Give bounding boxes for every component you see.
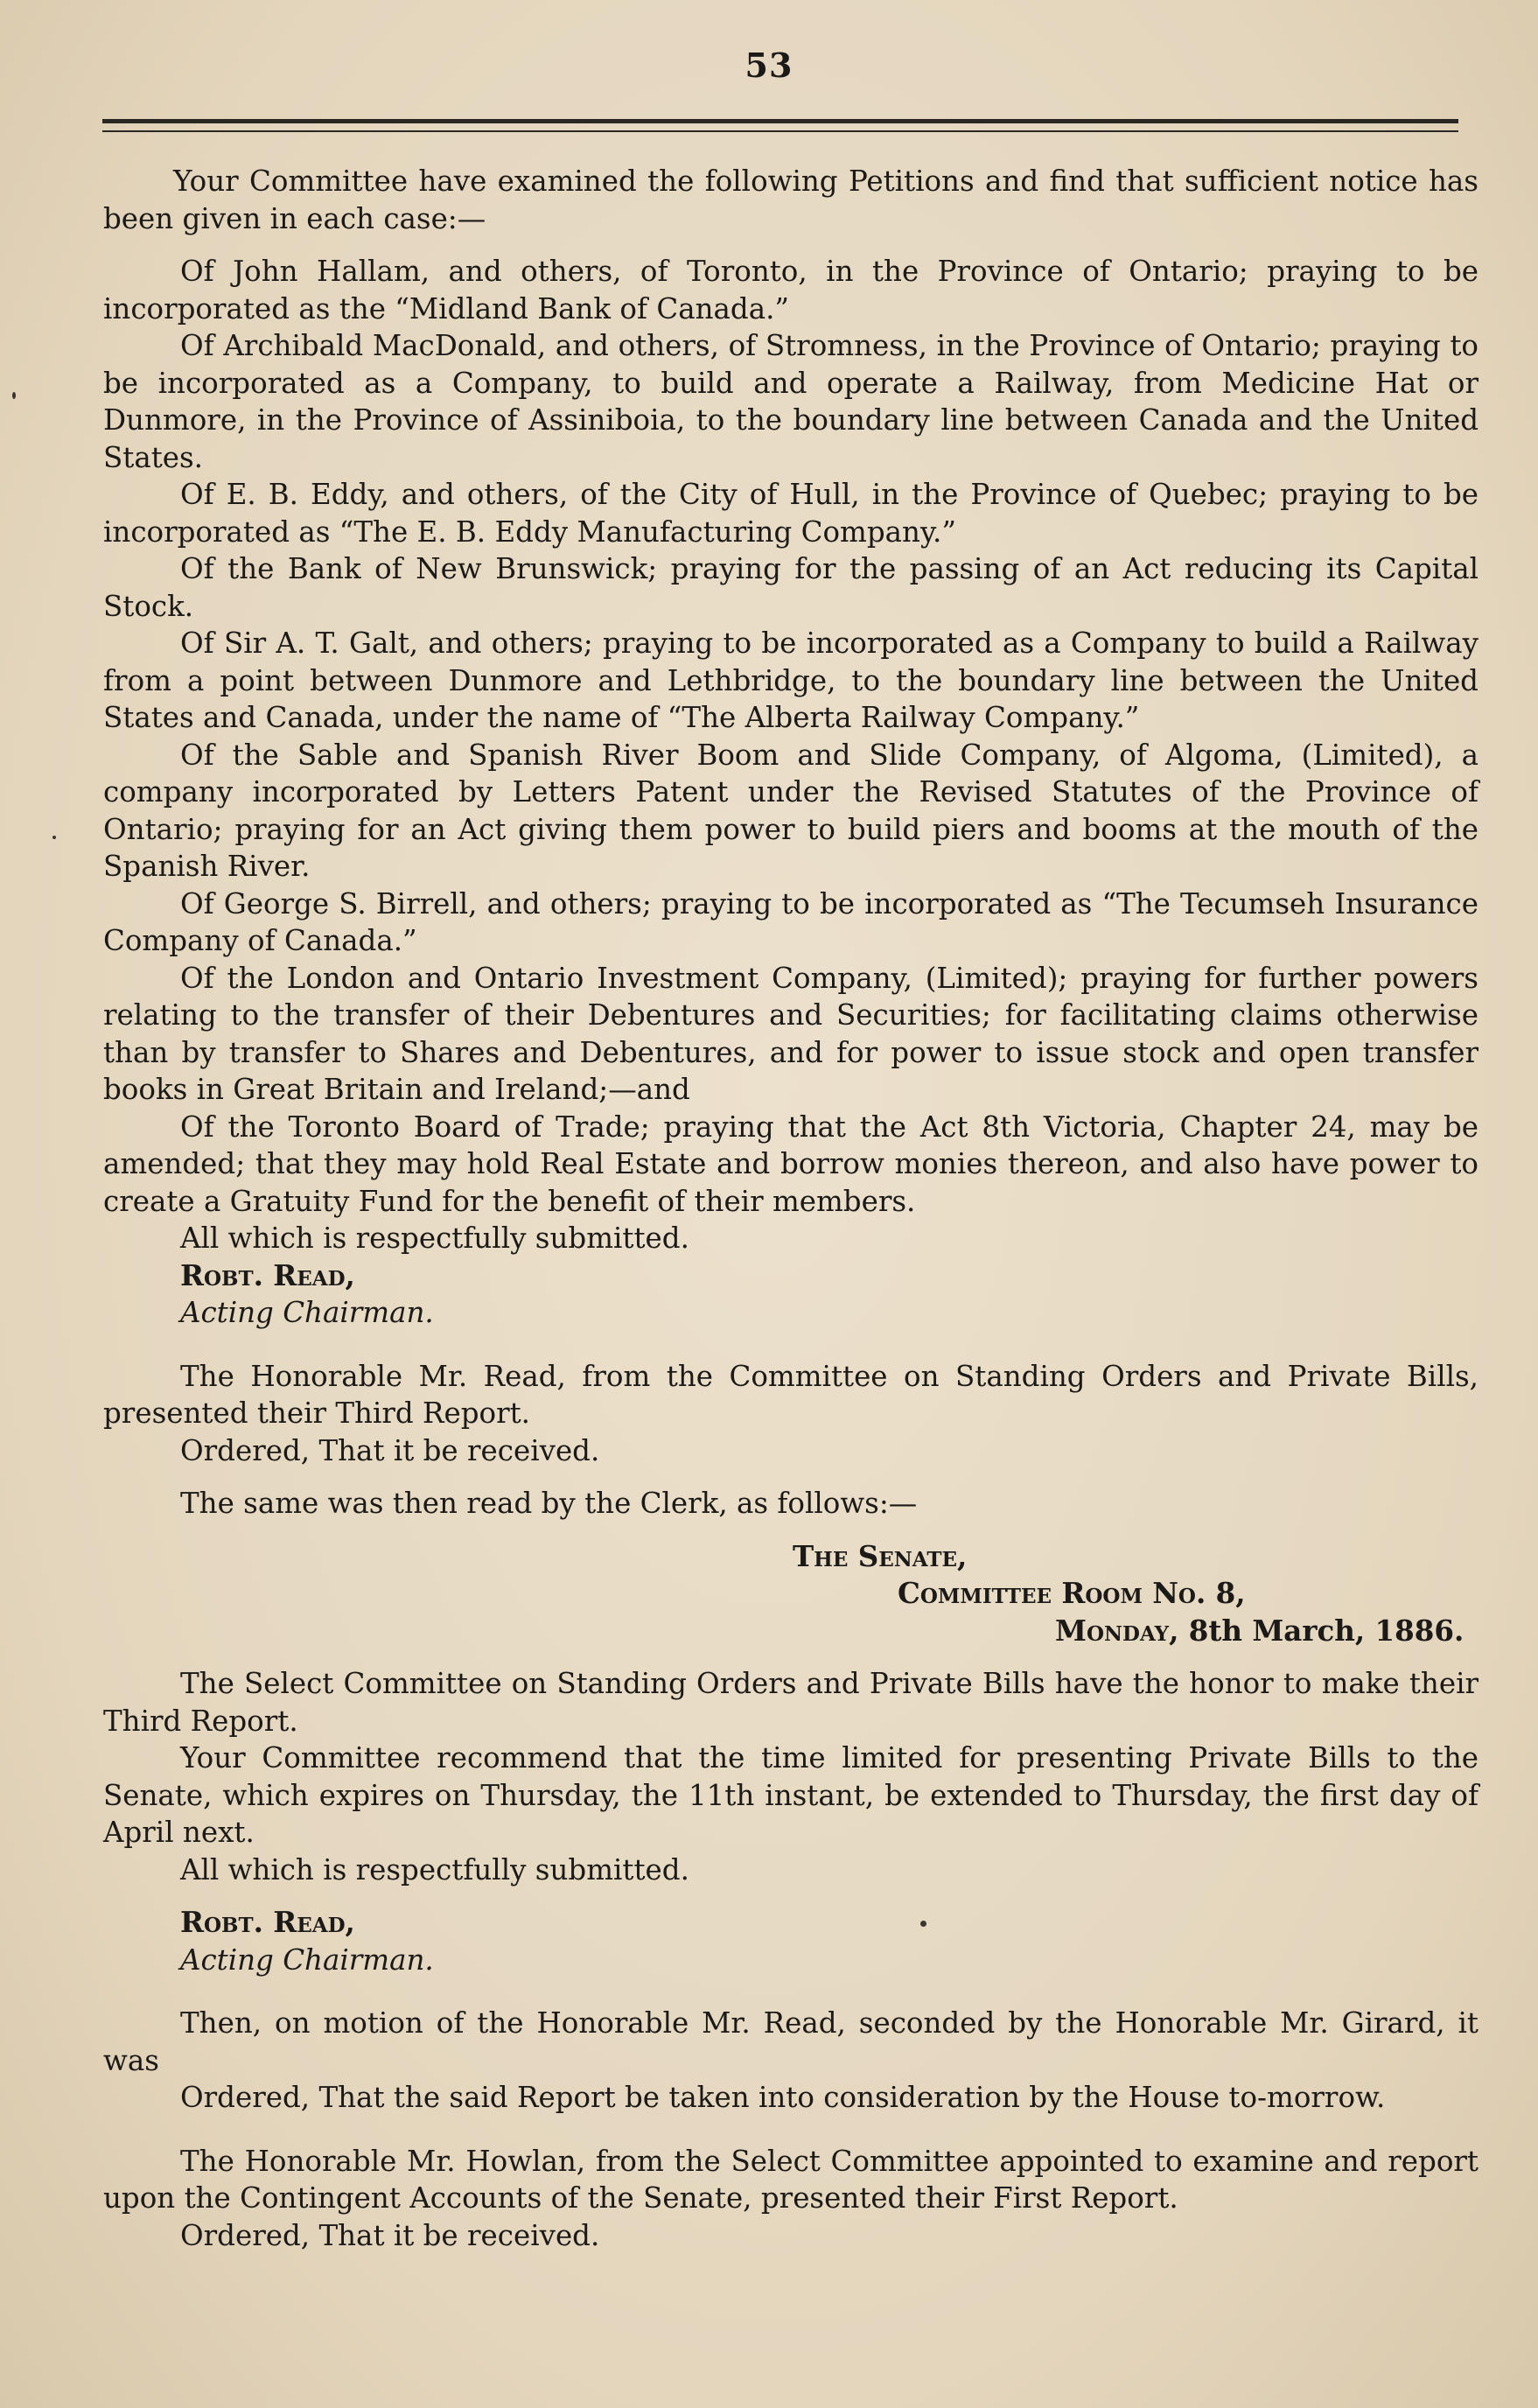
paper-speck [920,1921,926,1927]
paragraph: Of E. B. Eddy, and others, of the City of Hull, in the Province of Quebec; praying to be incorporated as “The E. B. Eddy Manufacturing Company.” [103,478,1479,549]
paper-speck [12,392,16,399]
signature-title: Acting Chairman. [180,1296,434,1329]
document-body [103,163,1479,2254]
report-heading-date [103,1613,1479,1650]
paragraph: Of John Hallam, and others, of Toronto, in the Province of Ontario; praying to be incorporated as the “Midland Bank of Canada.” [103,255,1479,326]
signature-title: Acting Chairman. [180,1942,434,1977]
paragraph: The Select Committee on Standing Orders and Private Bills have the honor to make their Third Report. [103,1667,1479,1738]
paragraph: The Honorable Mr. Read, from the Committee on Standing Orders and Private Bills, presented their Third Report. [103,1359,1479,1430]
report-heading-senate: The Senate, [793,1538,968,1573]
signature-name: Robt. Read, [180,1257,355,1292]
signature-name: Robt. Read, [180,1905,355,1939]
page-number: 53 [745,46,793,85]
header-rule-thin [102,130,1458,132]
paragraph: Your Committee have examined the following Petitions and find that sufficient notice has been given in each case:— [103,164,1479,235]
paragraph: Of the London and Ontario Investment Company, (Limited); praying for further powers relating to the transfer of their Debentures and Securities; for facilitating claims otherwise than by transfer to Shares and Debentures, and for power to issue stock and open transfer books in Great Britain and Ireland;—and [103,961,1479,1106]
report-heading-room: Committee Room No. 8, [898,1576,1246,1610]
paragraph: Of the Sable and Spanish River Boom and Slide Company, of Algoma, (Limited), a company incorporated by Letters Patent under the Revised Statutes of the Province of Ontario; praying for an Act giving them power to build piers and booms at the mouth of the Spanish River. [103,738,1479,883]
paragraph: The Honorable Mr. Howlan, from the Select Committee appointed to examine and report upon the Contingent Accounts of the Senate, presented their First Report. [103,2144,1479,2215]
paragraph: All which is respectfully submitted. [180,1852,689,1886]
paragraph: Of the Bank of New Brunswick; praying for the passing of an Act reducing its Capital Stock. [103,552,1479,623]
paragraph: Then, on motion of the Honorable Mr. Read, seconded by the Honorable Mr. Girard, it was [103,2006,1479,2077]
report-heading-date-text: 8th March, 1886. [1188,1613,1465,1648]
paragraph: Ordered, That the said Report be taken into consideration by the House to-morrow. [180,2081,1386,2114]
paragraph: Your Committee recommend that the time limited for presenting Private Bills to the Senate, which expires on Thursday, the 11th instant, be extended to Thursday, the first day of April next. [103,1741,1479,1849]
paragraph: Of Archibald MacDonald, and others, of Stromness, in the Province of Ontario; praying to be incorporated as a Company, to build and operate a Railway, from Medicine Hat or Dunmore, in the Province of Assiniboia, to the boundary line between Canada and the United States. [103,329,1479,474]
paragraph: Of Sir A. T. Galt, and others; praying to be incorporated as a Company to build a Railway from a point between Dunmore and Lethbridge, to the boundary line between the United States and Canada, under the name of “The Alberta Railway Company.” [103,626,1479,734]
paragraph: The same was then read by the Clerk, as follows:— [180,1487,918,1520]
paragraph: Ordered, That it be received. [180,1433,600,1467]
paragraph: All which is respectfully submitted. [180,1222,689,1255]
header-rule-thick [102,119,1458,123]
paragraph: Ordered, That it be received. [180,2218,600,2252]
paper-speck [52,836,56,839]
report-heading-day: Monday, [1055,1613,1179,1648]
paragraph: Of the Toronto Board of Trade; praying that the Act 8th Victoria, Chapter 24, may be amended; that they may hold Real Estate and borrow monies thereon, and also have power to create a Gratuity Fund for the benefit of their members. [103,1110,1479,1218]
paragraph: Of George S. Birrell, and others; praying to be incorporated as “The Tecumseh Insurance Company of Canada.” [103,886,1479,957]
